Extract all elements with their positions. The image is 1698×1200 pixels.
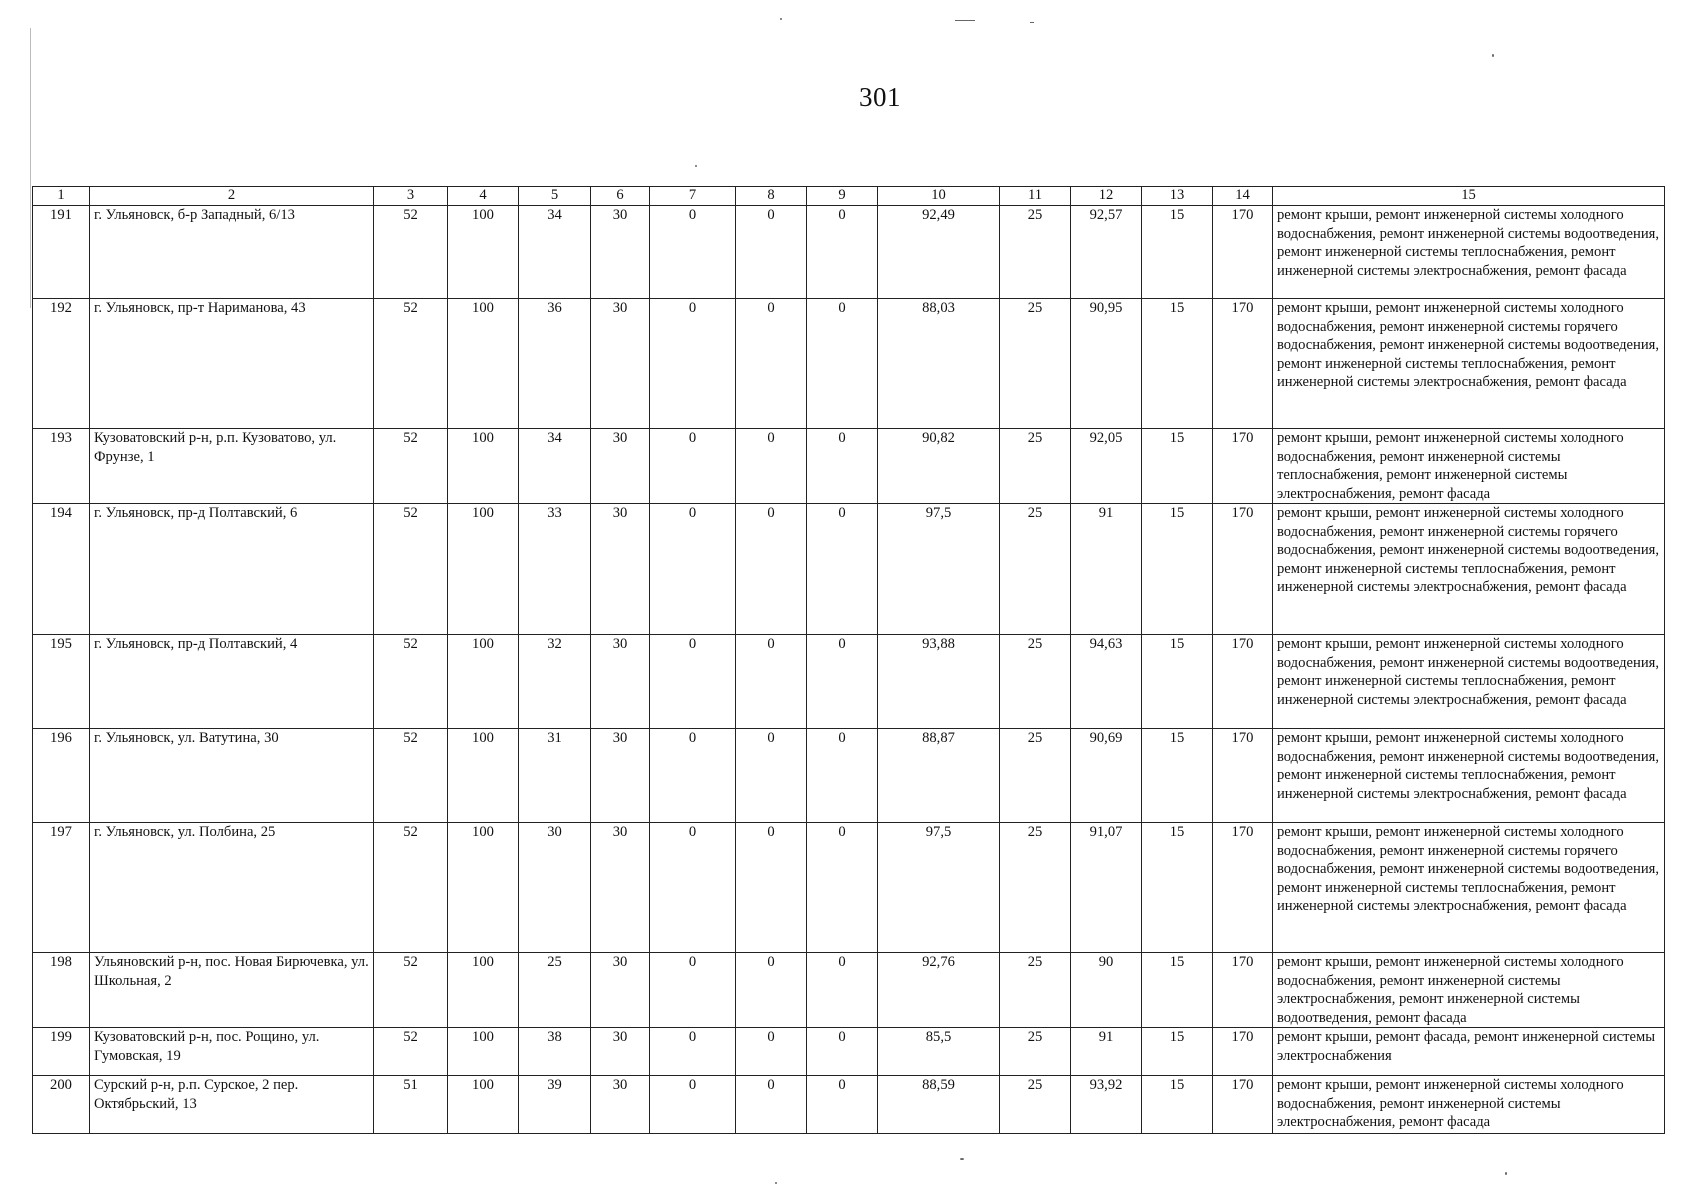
col-3-value: 52	[374, 1028, 448, 1076]
col-12-value: 90,95	[1071, 299, 1142, 429]
row-number: 193	[33, 429, 90, 504]
col-13-value: 15	[1142, 953, 1213, 1028]
col-3-value: 52	[374, 635, 448, 729]
col-4-value: 100	[448, 635, 519, 729]
col-4-value: 100	[448, 729, 519, 823]
col-11-value: 25	[1000, 1076, 1071, 1134]
table-row	[33, 1076, 1665, 1134]
col-4-value: 100	[448, 823, 519, 953]
col-11-value: 25	[1000, 299, 1071, 429]
col-14-value: 170	[1213, 299, 1273, 429]
col-11-value: 25	[1000, 729, 1071, 823]
col-14-value: 170	[1213, 635, 1273, 729]
row-number: 198	[33, 953, 90, 1028]
col-5-value: 34	[519, 429, 591, 504]
col-10-value: 97,5	[878, 823, 1000, 953]
col-4-value: 100	[448, 953, 519, 1028]
col-12-value: 91,07	[1071, 823, 1142, 953]
column-header: 6	[591, 187, 650, 206]
column-header: 15	[1273, 187, 1665, 206]
col-11-value: 25	[1000, 635, 1071, 729]
col-4-value: 100	[448, 429, 519, 504]
col-12-value: 93,92	[1071, 1076, 1142, 1134]
col-6-value: 30	[591, 953, 650, 1028]
col-9-value: 0	[807, 429, 878, 504]
row-number: 191	[33, 206, 90, 299]
repair-works: ремонт крыши, ремонт инженерной системы холодного водоснабжения, ремонт инженерной системы водоотведения, ремонт инженерной системы теплоснабжения, ремонт инженерной системы электроснабжения, ремонт фасада	[1273, 729, 1665, 823]
address: Сурский р-н, р.п. Сурское, 2 пер. Октябрьский, 13	[90, 1076, 374, 1134]
col-5-value: 39	[519, 1076, 591, 1134]
column-header: 4	[448, 187, 519, 206]
col-12-value: 94,63	[1071, 635, 1142, 729]
address: г. Ульяновск, пр-д Полтавский, 4	[90, 635, 374, 729]
col-13-value: 15	[1142, 299, 1213, 429]
col-4-value: 100	[448, 1076, 519, 1134]
left-margin-line	[30, 28, 31, 308]
col-9-value: 0	[807, 729, 878, 823]
col-6-value: 30	[591, 504, 650, 635]
col-8-value: 0	[736, 1076, 807, 1134]
column-header: 11	[1000, 187, 1071, 206]
col-11-value: 25	[1000, 823, 1071, 953]
table-row	[33, 1028, 1665, 1076]
table-body	[33, 206, 1665, 1134]
table-row	[33, 729, 1665, 823]
col-3-value: 52	[374, 953, 448, 1028]
table-row	[33, 953, 1665, 1028]
col-3-value: 52	[374, 206, 448, 299]
address: г. Ульяновск, пр-т Нариманова, 43	[90, 299, 374, 429]
repair-works: ремонт крыши, ремонт инженерной системы холодного водоснабжения, ремонт инженерной системы горячего водоснабжения, ремонт инженерной системы водоотведения, ремонт инженерной системы теплоснабжения, ремонт инженерной системы электроснабжения, ремонт фасада	[1273, 299, 1665, 429]
col-7-value: 0	[650, 429, 736, 504]
col-9-value: 0	[807, 1028, 878, 1076]
column-header: 8	[736, 187, 807, 206]
col-12-value: 92,57	[1071, 206, 1142, 299]
col-7-value: 0	[650, 729, 736, 823]
repair-works: ремонт крыши, ремонт фасада, ремонт инженерной системы электроснабжения	[1273, 1028, 1665, 1076]
scan-speck	[1030, 22, 1034, 23]
address: Кузоватовский р-н, р.п. Кузоватово, ул. Фрунзе, 1	[90, 429, 374, 504]
col-4-value: 100	[448, 504, 519, 635]
col-6-value: 30	[591, 823, 650, 953]
col-10-value: 88,03	[878, 299, 1000, 429]
col-8-value: 0	[736, 729, 807, 823]
repair-register-table	[32, 186, 1665, 1134]
col-3-value: 52	[374, 429, 448, 504]
repair-works: ремонт крыши, ремонт инженерной системы холодного водоснабжения, ремонт инженерной системы горячего водоснабжения, ремонт инженерной системы водоотведения, ремонт инженерной системы теплоснабжения, ремонт инженерной системы электроснабжения, ремонт фасада	[1273, 823, 1665, 953]
repair-works: ремонт крыши, ремонт инженерной системы холодного водоснабжения, ремонт инженерной системы электроснабжения, ремонт инженерной системы водоотведения, ремонт фасада	[1273, 953, 1665, 1028]
col-11-value: 25	[1000, 953, 1071, 1028]
repair-works: ремонт крыши, ремонт инженерной системы холодного водоснабжения, ремонт инженерной системы водоотведения, ремонт инженерной системы теплоснабжения, ремонт инженерной системы электроснабжения, ремонт фасада	[1273, 635, 1665, 729]
column-header: 9	[807, 187, 878, 206]
col-5-value: 25	[519, 953, 591, 1028]
col-14-value: 170	[1213, 1076, 1273, 1134]
scan-speck	[955, 20, 975, 21]
col-12-value: 92,05	[1071, 429, 1142, 504]
col-12-value: 91	[1071, 504, 1142, 635]
col-3-value: 51	[374, 1076, 448, 1134]
col-9-value: 0	[807, 1076, 878, 1134]
col-10-value: 92,76	[878, 953, 1000, 1028]
table-row	[33, 635, 1665, 729]
col-6-value: 30	[591, 635, 650, 729]
col-4-value: 100	[448, 1028, 519, 1076]
col-6-value: 30	[591, 1028, 650, 1076]
col-8-value: 0	[736, 635, 807, 729]
table-row	[33, 429, 1665, 504]
col-9-value: 0	[807, 823, 878, 953]
row-number: 194	[33, 504, 90, 635]
repair-works: ремонт крыши, ремонт инженерной системы холодного водоснабжения, ремонт инженерной системы теплоснабжения, ремонт инженерной системы электроснабжения, ремонт фасада	[1273, 429, 1665, 504]
scan-speck	[1492, 54, 1494, 57]
col-5-value: 34	[519, 206, 591, 299]
scan-speck	[775, 1182, 777, 1184]
col-9-value: 0	[807, 953, 878, 1028]
col-13-value: 15	[1142, 1028, 1213, 1076]
col-9-value: 0	[807, 635, 878, 729]
col-13-value: 15	[1142, 429, 1213, 504]
repair-works: ремонт крыши, ремонт инженерной системы холодного водоснабжения, ремонт инженерной системы электроснабжения, ремонт фасада	[1273, 1076, 1665, 1134]
col-12-value: 90,69	[1071, 729, 1142, 823]
column-header: 10	[878, 187, 1000, 206]
col-12-value: 90	[1071, 953, 1142, 1028]
address: Ульяновский р-н, пос. Новая Бирючевка, ул. Школьная, 2	[90, 953, 374, 1028]
col-3-value: 52	[374, 823, 448, 953]
column-header: 3	[374, 187, 448, 206]
col-7-value: 0	[650, 206, 736, 299]
table-row	[33, 299, 1665, 429]
col-10-value: 92,49	[878, 206, 1000, 299]
repair-works: ремонт крыши, ремонт инженерной системы холодного водоснабжения, ремонт инженерной системы водоотведения, ремонт инженерной системы теплоснабжения, ремонт инженерной системы электроснабжения, ремонт фасада	[1273, 206, 1665, 299]
col-14-value: 170	[1213, 729, 1273, 823]
row-number: 192	[33, 299, 90, 429]
row-number: 199	[33, 1028, 90, 1076]
col-7-value: 0	[650, 953, 736, 1028]
col-9-value: 0	[807, 206, 878, 299]
col-12-value: 91	[1071, 1028, 1142, 1076]
col-6-value: 30	[591, 299, 650, 429]
col-10-value: 90,82	[878, 429, 1000, 504]
column-number-row	[33, 187, 1665, 206]
col-7-value: 0	[650, 1028, 736, 1076]
col-7-value: 0	[650, 504, 736, 635]
column-header: 5	[519, 187, 591, 206]
col-7-value: 0	[650, 823, 736, 953]
col-3-value: 52	[374, 729, 448, 823]
column-header: 12	[1071, 187, 1142, 206]
row-number: 197	[33, 823, 90, 953]
col-5-value: 31	[519, 729, 591, 823]
col-5-value: 30	[519, 823, 591, 953]
col-8-value: 0	[736, 206, 807, 299]
scan-speck	[780, 18, 782, 20]
col-13-value: 15	[1142, 635, 1213, 729]
col-13-value: 15	[1142, 1076, 1213, 1134]
column-header: 13	[1142, 187, 1213, 206]
col-13-value: 15	[1142, 823, 1213, 953]
column-header: 1	[33, 187, 90, 206]
col-10-value: 88,59	[878, 1076, 1000, 1134]
col-10-value: 93,88	[878, 635, 1000, 729]
col-3-value: 52	[374, 299, 448, 429]
col-8-value: 0	[736, 1028, 807, 1076]
address: Кузоватовский р-н, пос. Рощино, ул. Гумовская, 19	[90, 1028, 374, 1076]
address: г. Ульяновск, пр-д Полтавский, 6	[90, 504, 374, 635]
col-7-value: 0	[650, 1076, 736, 1134]
row-number: 196	[33, 729, 90, 823]
col-6-value: 30	[591, 729, 650, 823]
col-13-value: 15	[1142, 729, 1213, 823]
scan-speck	[960, 1158, 964, 1160]
col-4-value: 100	[448, 206, 519, 299]
col-14-value: 170	[1213, 823, 1273, 953]
col-10-value: 97,5	[878, 504, 1000, 635]
table-row	[33, 206, 1665, 299]
col-6-value: 30	[591, 206, 650, 299]
col-4-value: 100	[448, 299, 519, 429]
col-10-value: 85,5	[878, 1028, 1000, 1076]
address: г. Ульяновск, ул. Ватутина, 30	[90, 729, 374, 823]
col-5-value: 36	[519, 299, 591, 429]
row-number: 200	[33, 1076, 90, 1134]
col-6-value: 30	[591, 1076, 650, 1134]
col-11-value: 25	[1000, 206, 1071, 299]
col-7-value: 0	[650, 635, 736, 729]
col-14-value: 170	[1213, 206, 1273, 299]
address: г. Ульяновск, ул. Полбина, 25	[90, 823, 374, 953]
col-10-value: 88,87	[878, 729, 1000, 823]
address: г. Ульяновск, б-р Западный, 6/13	[90, 206, 374, 299]
col-7-value: 0	[650, 299, 736, 429]
scan-speck	[1505, 1172, 1507, 1175]
col-9-value: 0	[807, 504, 878, 635]
scan-speck	[695, 165, 697, 167]
col-9-value: 0	[807, 299, 878, 429]
col-6-value: 30	[591, 429, 650, 504]
col-3-value: 52	[374, 504, 448, 635]
col-8-value: 0	[736, 299, 807, 429]
row-number: 195	[33, 635, 90, 729]
col-11-value: 25	[1000, 1028, 1071, 1076]
table-row	[33, 504, 1665, 635]
col-8-value: 0	[736, 823, 807, 953]
col-14-value: 170	[1213, 429, 1273, 504]
col-13-value: 15	[1142, 504, 1213, 635]
column-header: 14	[1213, 187, 1273, 206]
col-14-value: 170	[1213, 1028, 1273, 1076]
col-13-value: 15	[1142, 206, 1213, 299]
column-header: 7	[650, 187, 736, 206]
col-5-value: 32	[519, 635, 591, 729]
col-11-value: 25	[1000, 429, 1071, 504]
col-14-value: 170	[1213, 953, 1273, 1028]
table-row	[33, 823, 1665, 953]
repair-works: ремонт крыши, ремонт инженерной системы холодного водоснабжения, ремонт инженерной системы горячего водоснабжения, ремонт инженерной системы водоотведения, ремонт инженерной системы теплоснабжения, ремонт инженерной системы электроснабжения, ремонт фасада	[1273, 504, 1665, 635]
col-11-value: 25	[1000, 504, 1071, 635]
col-8-value: 0	[736, 429, 807, 504]
page-number: 301	[859, 82, 901, 112]
col-8-value: 0	[736, 504, 807, 635]
col-8-value: 0	[736, 953, 807, 1028]
col-5-value: 38	[519, 1028, 591, 1076]
col-14-value: 170	[1213, 504, 1273, 635]
col-5-value: 33	[519, 504, 591, 635]
column-header: 2	[90, 187, 374, 206]
